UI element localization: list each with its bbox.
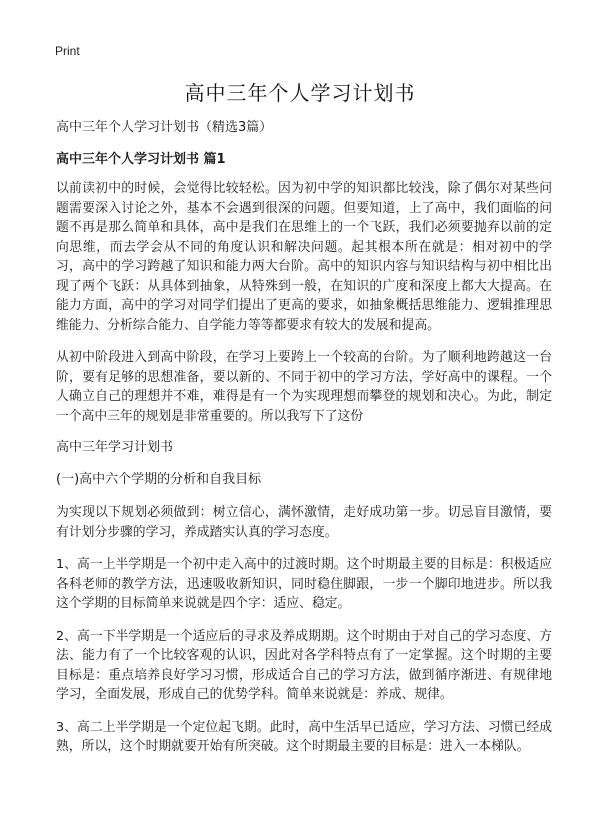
document-subtitle: 高中三年个人学习计划书（精选3篇） bbox=[56, 120, 273, 135]
semester-item: 3、高二上半学期是一个定位起飞期。此时，高中生活早已适应，学习方法、习惯已经成熟，所以，这个时期就要开始有所突破。这个时期最主要的目标是：进入一本梯队。 bbox=[56, 719, 552, 754]
paragraph: 以前读初中的时候，会觉得比较轻松。因为初中学的知识都比较浅，除了偶尔对某些问题需要深入讨论之外，基本不会遇到很深的问题。但要知道，上了高中，我们面临的问题不再是那么简单和具体，高中是我们在思维上的一个飞跃，我们必须要抛弃以前的定向思维，而去学会从不同的角度认识和解决问题。起其根本所在就是：相对初中的学习，高中的学习跨越了知识和能力两大台阶。高中的知识内容与知识结构与初中相比出现了两个飞跃：从具体到抽象，从特殊到一般，在知识的广度和深度上都大大提高。在能力方面，高中的学习对同学们提出了更高的要求，如抽象概括思维能力、逻辑推理思维能力、分析综合能力、自学能力等等都要求有较大的发展和提高。 bbox=[56, 181, 552, 333]
intro-paragraph: 为实现以下规划必须做到：树立信心，满怀激情，走好成功第一步。切忌盲目激情，要有计划分步骤的学习，养成踏实认真的学习态度。 bbox=[56, 505, 552, 540]
print-label: Print bbox=[55, 44, 80, 58]
document-body bbox=[56, 119, 552, 770]
subsection-title: (一)高中六个学期的分析和自我目标 bbox=[56, 472, 262, 487]
paragraph: 从初中阶段进入到高中阶段，在学习上要跨上一个较高的台阶。为了顺利地跨越这一台阶，要有足够的思想准备，要以新的、不同于初中的学习方法，学好高中的课程。一个人确立自己的理想并不难，难得是有一个为实现理想而攀登的规划和决心。为此，制定一个高中三年的规划是非常重要的。所以我写下了这份 bbox=[56, 350, 552, 424]
plan-title: 高中三年学习计划书 bbox=[56, 440, 174, 455]
document-title: 高中三年个人学习计划书 bbox=[184, 81, 416, 105]
semester-item: 2、高一下半学期是一个适应后的寻求及养成期期。这个时期由于对自己的学习态度、方法、能力有了一个比较客观的认识，因此对各学科特点有了一定掌握。这个时期的主要目标是：重点培养良好学习习惯，形成适合自己的学习方法，做到循序渐进、有规律地学习，全面发展，形成自己的优势学科。简单来说就是：养成、规律。 bbox=[56, 628, 552, 702]
semester-item: 1、高一上半学期是一个初中走入高中的过渡时期。这个时期最主要的目标是：积极适应各科老师的教学方法，迅速吸收新知识，同时稳住脚跟，一步一个脚印地进步。所以我这个学期的目标简单来说就是四个字：适应、稳定。 bbox=[56, 557, 552, 611]
section-heading: 高中三年个人学习计划书 篇1 bbox=[56, 152, 226, 167]
